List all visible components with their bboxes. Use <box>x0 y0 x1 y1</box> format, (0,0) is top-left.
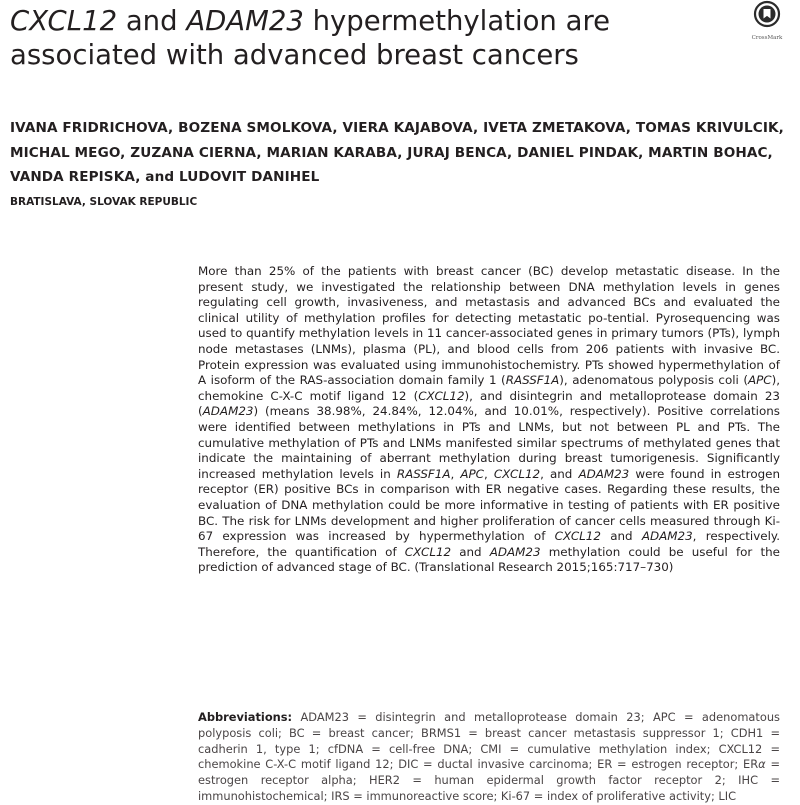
abstract <box>198 264 780 576</box>
abstract-text: ), adenomatous polyposis coli ( <box>559 373 748 388</box>
abstract-text: , and <box>540 466 579 481</box>
gene-name: CXCL12 <box>404 544 452 559</box>
crossmark-label: CrossMark <box>751 35 783 41</box>
abstract-text: and <box>451 544 490 559</box>
gene-name: ADAM23 <box>489 544 541 559</box>
affiliation-location: BRATISLAVA, SLOVAK REPUBLIC <box>10 196 198 208</box>
author-list: IVANA FRIDRICHOVA, BOZENA SMOLKOVA, VIERA KAJABOVA, IVETA ZMETAKOVA, TOMAS KRIVULCIK, MICHAL MEGO, ZUZANA CIERNA, MARIAN KARABA, JURAJ BENCA, DANIEL PINDAK, MARTIN BOHAC, VANDA REPISKA, and LUDOVIT DANIHEL <box>10 120 784 185</box>
abbreviations-label: Abbreviations: <box>198 710 293 724</box>
crossmark-icon <box>747 0 787 30</box>
gene-name: RASSF1A <box>505 373 560 388</box>
gene-name: APC <box>460 466 484 481</box>
gene-name: CXCL12 <box>418 388 465 403</box>
abbreviations-text: = estrogen receptor alpha; HER2 = human epidermal growth factor receptor 2; IHC = immunohistochemical; IRS = immunoreactive score; Ki-67 = index of proliferative activity; LIC <box>198 757 780 803</box>
abstract-text: , <box>450 466 461 481</box>
abbreviations-text: ADAM23 = disintegrin and metalloprotease domain 23; APC = adenomatous polyposis coli; BC = breast cancer; BRMS1 = breast cancer metastasis suppressor 1; CDH1 = cadherin 1, type 1; cfDNA = cell-free DNA; CMI = cumulative methylation index; CXCL12 = chemokine C-X-C motif ligand 12; DIC = ductal invasive carcinoma; ER = estrogen receptor; ER <box>198 710 780 772</box>
gene-name: RASSF1A <box>396 466 451 481</box>
alpha-symbol: α <box>758 757 766 772</box>
abstract-text: More than 25% of the patients with breast cancer (BC) develop metastatic disease. In the present study, we investigated the relationship between DNA methylation levels in genes regulating cell growth, invasiveness, and metastasis and advanced BCs and evaluated the clinical utility of methylation profiles for detecting metastatic po- <box>198 264 780 325</box>
abstract-text: associated genes in primary tumors (PTs), lymph node metastases (LNMs), plasma (PL), and blood cells from 206 patients with invasive BC. Protein expression was evaluated using immunohistochemistry. PTs showed hypermethylation of A isoform of the RAS-association domain family 1 ( <box>198 326 780 388</box>
abstract-text: , respectively. Therefore, the quantification of <box>198 529 780 559</box>
gene-name: CXCL12 <box>554 529 601 544</box>
abstract-text: ) (means 38.98%, 24.84%, 12.04%, and 10.01%, respectively). Positive correlations were identified between methylations in PTs and LNMs, but not between PL and PTs. The cumulative methylation of PTs and LNMs manifested similar spectrums of methylated genes that indicate the maintaining of aberrant methylation during breast tumorigenesis. Significantly increased methylation levels in <box>198 404 780 481</box>
title-rest: hypermethylation are associated with advanced breast cancers <box>10 5 611 71</box>
gene-name: ADAM23 <box>202 404 254 419</box>
abstract-text: tential. Pyrosequencing was used to quantify methylation levels in 11 cancer- <box>198 310 780 341</box>
crossmark-badge[interactable] <box>747 0 787 40</box>
gene-name: CXCL12 <box>493 466 541 481</box>
title-and: and <box>117 5 187 37</box>
abstract-text: methylation could be useful for the prediction of advanced stage of BC. (Translational Research 2015;165:717–730) <box>198 544 780 575</box>
abstract-text: and <box>600 529 642 544</box>
abstract-text: ), chemokine C-X-C motif ligand 12 ( <box>198 373 780 403</box>
abstract-text: were found in estrogen receptor (ER) positive BCs in comparison with ER negative cases. Regarding these results, the evaluation of DNA methylation could be more informative in testing of patients with ER positive BC. The risk for LNMs development and higher proliferation of cancer cells measured through Ki-67 expression was increased by hypermethylation of <box>198 466 780 544</box>
gene-name: ADAM23 <box>578 466 630 481</box>
title-gene-adam23: ADAM23 <box>186 5 304 37</box>
abbreviations <box>198 710 780 805</box>
title-gene-cxcl12: CXCL12 <box>10 5 118 37</box>
article-title <box>10 4 730 72</box>
gene-name: APC <box>747 373 772 388</box>
abstract-text: ), and disintegrin and metalloprotease domain 23 ( <box>198 388 781 419</box>
gene-name: ADAM23 <box>641 529 693 544</box>
abstract-text: , <box>483 466 494 481</box>
